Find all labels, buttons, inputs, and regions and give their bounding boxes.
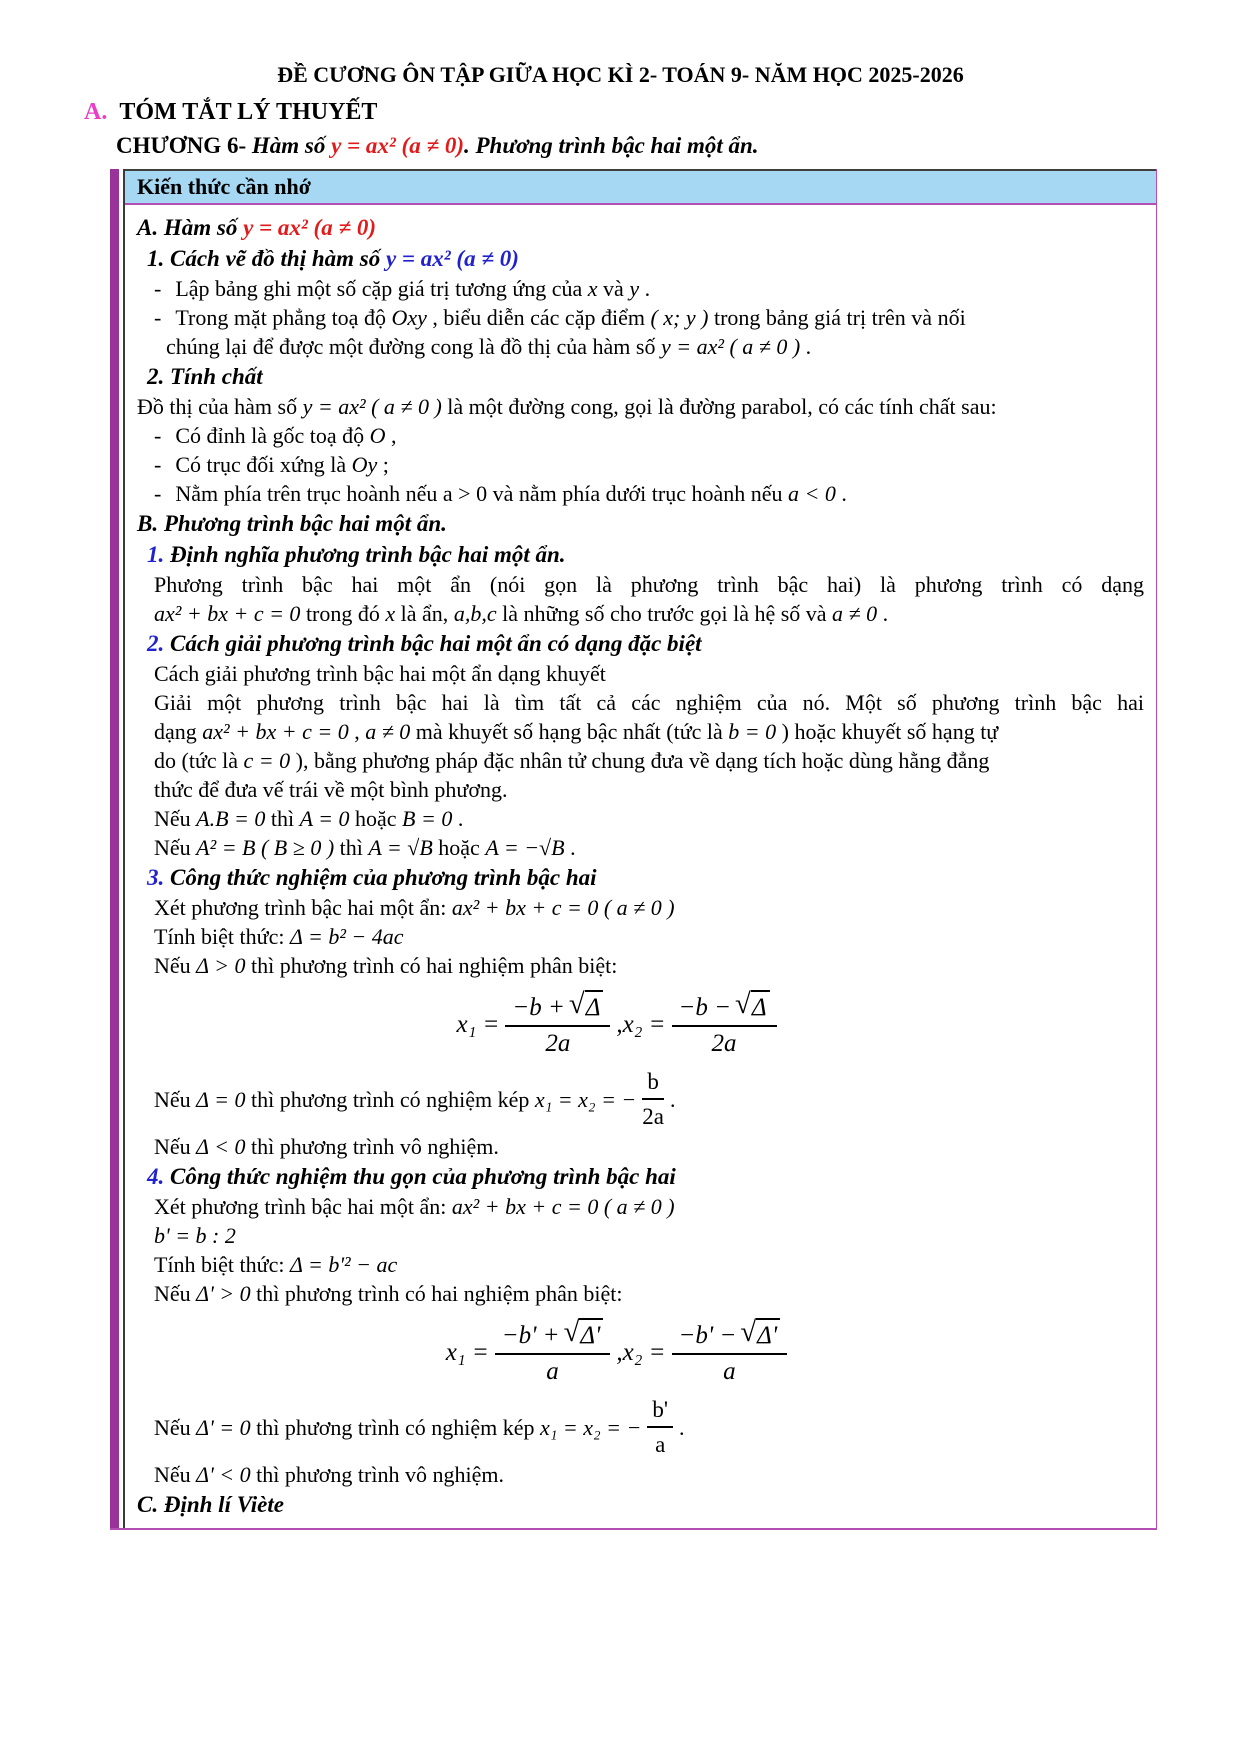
section-b-heading: B. Phương trình bậc hai một ẩn. bbox=[137, 511, 447, 536]
numerator-pre: −b' − bbox=[678, 1322, 737, 1349]
b-prime-line: b' = b : 2 bbox=[154, 1223, 236, 1248]
bullet-dash: - bbox=[154, 452, 162, 477]
no-root-case: Nếu Δ' < 0 thì phương trình vô nghiệm. bbox=[154, 1462, 504, 1487]
period: . bbox=[679, 1414, 685, 1440]
sqrt-icon bbox=[564, 1318, 604, 1351]
numerator-pre: −b + bbox=[512, 994, 565, 1021]
definition-paragraph: ax² + bx + c = 0 trong đó x là ẩn, a,b,c là những số cho trước gọi là hệ số và a ≠ 0 . bbox=[154, 601, 889, 626]
properties-paragraph: Đồ thị của hàm số y = ax² ( a ≠ 0 ) là một đường cong, gọi là đường parabol, có các tính chất sau: bbox=[137, 394, 997, 419]
reduced-formula-heading: 4. Công thức nghiệm thu gọn của phương trình bậc hai bbox=[147, 1164, 676, 1189]
sqrt-icon bbox=[735, 990, 769, 1023]
fraction bbox=[672, 1318, 788, 1387]
roots-formula-heading: 3. Công thức nghiệm của phương trình bậc hai bbox=[147, 865, 597, 890]
bullet-text: Nằm phía trên trục hoành nếu a > 0 và nằm phía dưới trục hoành nếu a < 0 . bbox=[175, 481, 847, 506]
separator: , bbox=[616, 1010, 623, 1038]
section-a-label: A. bbox=[84, 99, 108, 125]
period: . bbox=[669, 1086, 676, 1112]
math-var: x₂ = bbox=[622, 1338, 666, 1366]
math-var: x₁ = bbox=[456, 1010, 500, 1038]
no-root-case: Nếu Δ < 0 thì phương trình vô nghiệm. bbox=[154, 1134, 499, 1159]
bullet-text: Trong mặt phẳng toạ độ Oxy , biểu diễn các cặp điểm ( x; y ) trong bảng giá trị trên và nối bbox=[175, 305, 966, 330]
roots-formula-reduced bbox=[135, 1318, 1104, 1387]
bullet-item bbox=[154, 479, 1144, 508]
bullet-dash: - bbox=[154, 481, 162, 506]
math-var: x₁ = bbox=[445, 1338, 489, 1366]
function-definition-heading: A. Hàm số y = ax² (a ≠ 0) bbox=[137, 215, 376, 240]
discriminant-line: Tính biệt thức: Δ = b'² − ac bbox=[154, 1252, 398, 1277]
product-zero-rule: Nếu A.B = 0 thì A = 0 hoặc B = 0 . bbox=[154, 806, 464, 831]
special-cases-paragraph: do (tức là c = 0 ), bằng phương pháp đặc nhân tử chung đưa về dạng tích hoặc dùng hằng đẳng bbox=[154, 748, 990, 773]
bullet-item bbox=[154, 303, 1144, 332]
special-cases-paragraph: Giải một phương trình bậc hai là tìm tất cả các nghiệm của nó. Một số phương trình bậc hai bbox=[154, 690, 1144, 715]
radicand: √ Δ bbox=[585, 990, 604, 1023]
square-root-rule: Nếu A² = B ( B ≥ 0 ) thì A = √B hoặc A = −√B . bbox=[154, 835, 576, 860]
denominator: a bbox=[723, 1358, 736, 1385]
two-roots-case: Nếu Δ > 0 thì phương trình có hai nghiệm phân biệt: bbox=[154, 953, 618, 978]
box-content bbox=[125, 205, 1156, 1528]
section-a-heading bbox=[84, 98, 1241, 126]
denominator: a bbox=[546, 1358, 559, 1385]
special-cases-paragraph: dạng ax² + bx + c = 0 , a ≠ 0 mà khuyết số hạng bậc nhất (tức là b = 0 ) hoặc khuyết số hạng tự bbox=[154, 719, 999, 744]
denominator: 2a bbox=[642, 1104, 664, 1129]
numerator bbox=[495, 1318, 611, 1355]
consider-equation-line: Xét phương trình bậc hai một ẩn: ax² + bx + c = 0 ( a ≠ 0 ) bbox=[154, 1194, 675, 1219]
knowledge-box bbox=[110, 169, 1157, 1530]
bullet-text: Có đỉnh là gốc toạ độ O , bbox=[175, 423, 397, 448]
numerator-pre: −b' + bbox=[501, 1322, 560, 1349]
bullet-text: Lập bảng ghi một số cặp giá trị tương ứng của x và y . bbox=[175, 276, 651, 301]
special-cases-paragraph: Cách giải phương trình bậc hai một ẩn dạng khuyết bbox=[154, 661, 606, 686]
fraction bbox=[642, 1067, 664, 1132]
bullet-dash: - bbox=[154, 423, 162, 448]
bullet-item bbox=[154, 274, 1144, 303]
numerator bbox=[672, 990, 777, 1027]
continuation-line: chúng lại để được một đường cong là đồ thị của hàm số y = ax² ( a ≠ 0 ) . bbox=[166, 334, 812, 359]
bullet-item bbox=[154, 450, 1144, 479]
numerator: b bbox=[642, 1067, 664, 1100]
radicand: √ Δ' bbox=[579, 1318, 603, 1351]
denominator: 2a bbox=[545, 1030, 571, 1057]
case-text: Nếu Δ = 0 thì phương trình có nghiệm kép x₁ = x₂ = − bbox=[154, 1086, 637, 1112]
discriminant-line: Tính biệt thức: Δ = b² − 4ac bbox=[154, 924, 404, 949]
denominator: a bbox=[655, 1432, 666, 1457]
bullet-dash: - bbox=[154, 305, 162, 330]
numerator: b' bbox=[647, 1395, 673, 1428]
definition-paragraph: Phương trình bậc hai một ẩn (nói gọn là phương trình bậc hai) là phương trình có dạng bbox=[154, 572, 1144, 597]
radicand: √ Δ bbox=[751, 990, 770, 1023]
roots-formula-standard bbox=[135, 990, 1104, 1059]
case-text: Nếu Δ' = 0 thì phương trình có nghiệm kép x₁ = x₂ = − bbox=[154, 1414, 642, 1440]
sqrt-icon bbox=[569, 990, 603, 1023]
properties-heading: 2. Tính chất bbox=[147, 364, 263, 389]
fraction bbox=[495, 1318, 611, 1387]
fraction bbox=[672, 990, 777, 1059]
two-roots-case: Nếu Δ' > 0 thì phương trình có hai nghiệm phân biệt: bbox=[154, 1281, 623, 1306]
special-cases-paragraph: thức để đưa vế trái về một bình phương. bbox=[154, 777, 508, 802]
bullet-dash: - bbox=[154, 276, 162, 301]
consider-equation-line: Xét phương trình bậc hai một ẩn: ax² + bx + c = 0 ( a ≠ 0 ) bbox=[154, 895, 675, 920]
bullet-item bbox=[154, 421, 1144, 450]
box-inner bbox=[123, 169, 1156, 1528]
plot-method-heading: 1. Cách vẽ đồ thị hàm số y = ax² (a ≠ 0) bbox=[147, 246, 519, 271]
box-left-bar bbox=[110, 169, 119, 1528]
fraction bbox=[505, 990, 610, 1059]
document-title: ĐỀ CƯƠNG ÔN TẬP GIỮA HỌC KÌ 2- TOÁN 9- NĂM HỌC 2025-2026 bbox=[277, 62, 964, 87]
math-var: x₂ = bbox=[622, 1010, 666, 1038]
double-root-case bbox=[154, 1395, 1144, 1460]
separator: , bbox=[616, 1338, 623, 1366]
numerator-pre: −b − bbox=[678, 994, 732, 1021]
viete-heading: C. Định lí Viète bbox=[137, 1492, 284, 1517]
definition-heading: 1. Định nghĩa phương trình bậc hai một ẩn. bbox=[147, 542, 566, 567]
section-a-title: TÓM TẮT LÝ THUYẾT bbox=[119, 99, 378, 125]
bullet-text: Có trục đối xứng là Oy ; bbox=[175, 452, 389, 477]
chapter-heading: CHƯƠNG 6- Hàm số y = ax² (a ≠ 0). Phương trình bậc hai một ẩn. bbox=[116, 133, 759, 158]
radicand: √ Δ' bbox=[756, 1318, 780, 1351]
special-cases-heading: 2. Cách giải phương trình bậc hai một ẩn có dạng đặc biệt bbox=[147, 631, 702, 656]
fraction bbox=[647, 1395, 673, 1460]
sqrt-icon bbox=[740, 1318, 780, 1351]
numerator bbox=[672, 1318, 788, 1355]
box-header-title: Kiến thức cần nhớ bbox=[125, 169, 1156, 205]
numerator bbox=[505, 990, 610, 1027]
double-root-case bbox=[154, 1067, 1144, 1132]
denominator: 2a bbox=[711, 1030, 737, 1057]
